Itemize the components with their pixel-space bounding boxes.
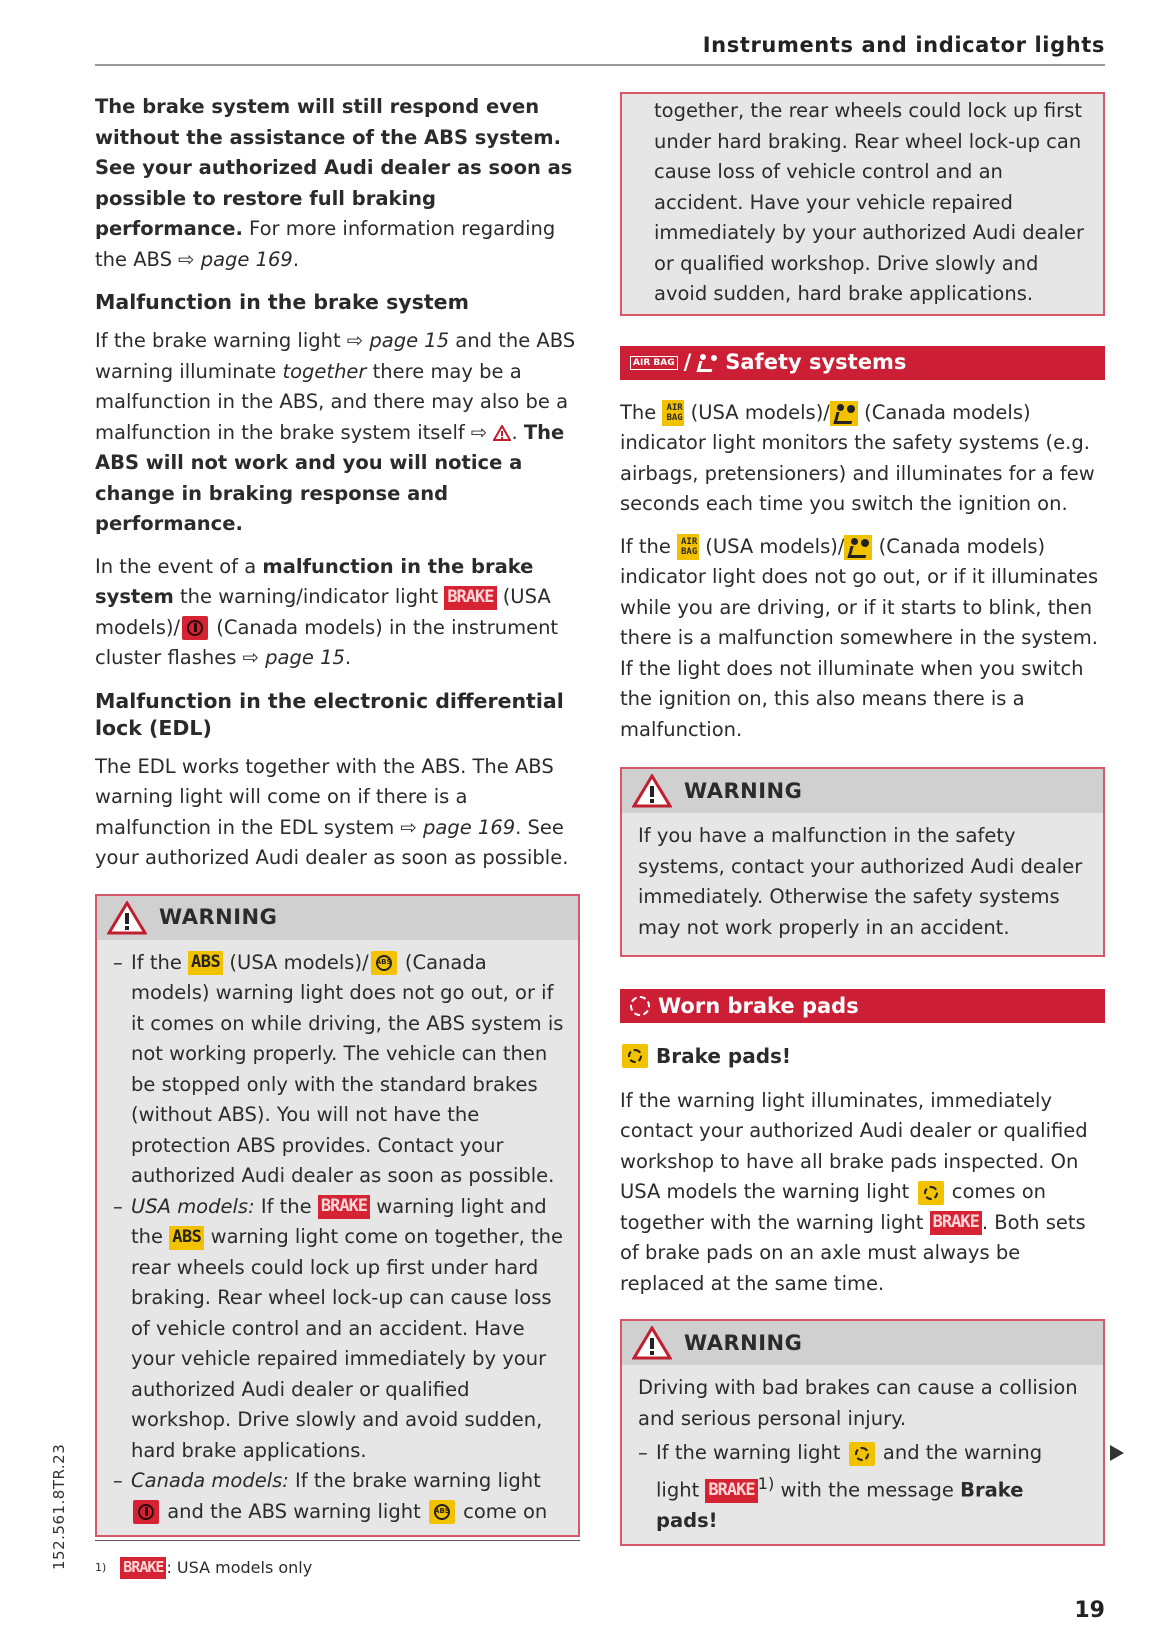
airbag-icon: AIR BAG <box>630 356 678 370</box>
warning-header: WARNING <box>622 769 1103 813</box>
airbag-light-icon: AIR BAG <box>677 534 699 560</box>
edl-paragraph: The EDL works together with the ABS. The ABS warning light will come on if there is a malfunction in the EDL system ⇨ page 169. See your authorized Audi dealer as soon as possible. <box>95 754 569 869</box>
warning-header: WARNING <box>97 896 578 940</box>
list-item: – Canada models: If the brake warning light and the ABS warning light ABS come on <box>113 1469 548 1523</box>
safety-paragraph-1: The AIR BAG (USA models)/ (Canada models) indicator light monitors the safety systems (e.g. airbags, pretensioners) and illuminates for a few seconds each time you switch the ignition on. <box>620 400 1095 515</box>
abs-circle-icon: ABS <box>429 1500 455 1524</box>
brake-pad-icon <box>630 996 650 1016</box>
warning-continuation-box: together, the rear wheels could lock up first under hard braking. Rear wheel lock-up can cause loss of vehicle control and an accident. Have your vehicle repaired immediately by your authorized Audi dealer or qualified workshop. Drive slowly and avoid sudden, hard brake applications. <box>620 92 1105 316</box>
safety-warning-box <box>620 767 1105 957</box>
warning-body: If you have a malfunction in the safety systems, contact your authorized Audi dealer immediately. Otherwise the safety systems may not work properly in an accident. <box>638 824 1083 939</box>
brake-warning-circle-icon <box>182 616 208 640</box>
abs-light-icon: ABS <box>169 1226 204 1250</box>
right-column <box>620 92 1105 1546</box>
brake-pad-light-icon <box>918 1181 944 1205</box>
page-ref-link[interactable]: page 15 <box>369 329 450 352</box>
list-item: – If the ABS (USA models)/ ABS (Canada models) warning light does not go out, or if it comes on while driving, the ABS system is not working properly. The vehicle can then be stopped only with the standard brakes (without ABS). You will not have the protection ABS provides. Contact your authorized Audi dealer as soon as possible. <box>113 950 564 1187</box>
brake-light-icon: BRAKE <box>930 1211 982 1235</box>
brake-light-icon: BRAKE <box>705 1479 757 1503</box>
document-code: 152.561.8TR.23 <box>50 1443 68 1570</box>
list-item: – If the warning light and the warning light BRAKE $^{1)}$ with the message Brake pads! <box>638 1441 1043 1532</box>
page-ref-link[interactable]: page 169 <box>423 815 516 839</box>
airbag-light-icon: AIR BAG <box>662 400 684 426</box>
page-ref-link[interactable]: page 15 <box>265 646 345 669</box>
running-header <box>95 30 1105 66</box>
brake-warning-circle-icon <box>133 1500 159 1524</box>
safety-person-light-icon <box>830 401 858 426</box>
heading-brake-malfunction: Malfunction in the brake system <box>95 290 469 314</box>
warning-triangle-icon <box>632 1326 672 1360</box>
abs-warning-box <box>95 894 580 1538</box>
safety-person-icon <box>695 353 717 373</box>
footnote-divider <box>95 1540 580 1541</box>
abs-circle-icon: ABS <box>371 951 397 975</box>
brake-flash-paragraph: In the event of a malfunction in the brake system the warning/indicator light BRAKE (USA models)/ (Canada models) in the instrument cluster flashes ⇨ page 15. <box>95 554 559 669</box>
page-ref-link[interactable]: page 169 <box>200 247 293 271</box>
brake-light-icon: BRAKE <box>444 586 496 610</box>
warning-triangle-icon <box>107 901 147 935</box>
warning-header: WARNING <box>622 1321 1103 1365</box>
brake-pad-light-icon <box>622 1044 648 1068</box>
brake-light-icon: BRAKE <box>120 1557 166 1579</box>
abs-paragraph: The brake system will still respond even without the assistance of the ABS system. See your authorized Audi dealer as soon as possible to restore full braking performance. For more information regarding the ABS ⇨ page 169. <box>95 95 573 271</box>
warning-body: Driving with bad brakes can cause a collision and serious personal injury. – If the warning light and the warning light BRAKE $^{1)}$ with the message Brake pads! <box>622 1365 1103 1544</box>
footnote-ref[interactable]: 1) <box>757 1473 775 1493</box>
brake-pads-warning-box <box>620 1319 1105 1546</box>
continued-arrow-icon <box>1110 1445 1124 1461</box>
list-item: – USA models: If the BRAKE warning light and the ABS warning light come on together, the rear wheels could lock up first under hard braking. Rear wheel lock-up can cause loss of vehicle control and an accident. Have your vehicle repaired immediately by your authorized Audi dealer or qualified workshop. Drive slowly and avoid sudden, hard brake applications. <box>113 1194 564 1462</box>
brake-light-icon: BRAKE <box>318 1195 370 1219</box>
brake-pads-subheading: Brake pads! <box>620 1041 1105 1072</box>
worn-brake-pads-heading: Worn brake pads <box>620 989 1105 1023</box>
safety-person-light-icon <box>844 535 872 560</box>
brake-paragraph: If the brake warning light ⇨ page 15 and the ABS warning illuminate together there may be a malfunction in the ABS, and there may also be a malfunction in the brake system itself ⇨ . The ABS will not work and you will notice a change in braking response and performance. <box>95 329 576 535</box>
safety-paragraph-2: If the AIR BAG (USA models)/ (Canada models) indicator light does not go out, or if it illuminates while you are driving, or if it starts to blink, then there is a malfunction somewhere in the system. If the light does not illuminate when you switch the ignition on, this also means there is a malfunction. <box>620 534 1099 741</box>
brake-pad-light-icon <box>849 1442 875 1466</box>
warning-triangle-icon <box>632 774 672 808</box>
footnote: 1) BRAKE : USA models only <box>95 1558 313 1577</box>
warning-body <box>97 940 578 1536</box>
heading-edl-malfunction: Malfunction in the electronic differential lock (EDL) <box>95 688 564 740</box>
header-title: Instruments and indicator lights <box>702 33 1105 57</box>
abs-light-icon: ABS <box>188 951 223 975</box>
page-number: 19 <box>1074 1598 1105 1623</box>
safety-systems-heading: AIR BAG / Safety systems <box>620 346 1105 380</box>
left-column <box>95 92 580 1537</box>
warning-triangle-icon <box>493 425 511 441</box>
brake-pads-paragraph: If the warning light illuminates, immediately contact your authorized Audi dealer or qualified workshop to have all brake pads inspected. On USA models the warning light comes on together with the warning light BRAKE . Both sets of brake pads on an axle must always be replaced at the same time. <box>620 1088 1088 1295</box>
